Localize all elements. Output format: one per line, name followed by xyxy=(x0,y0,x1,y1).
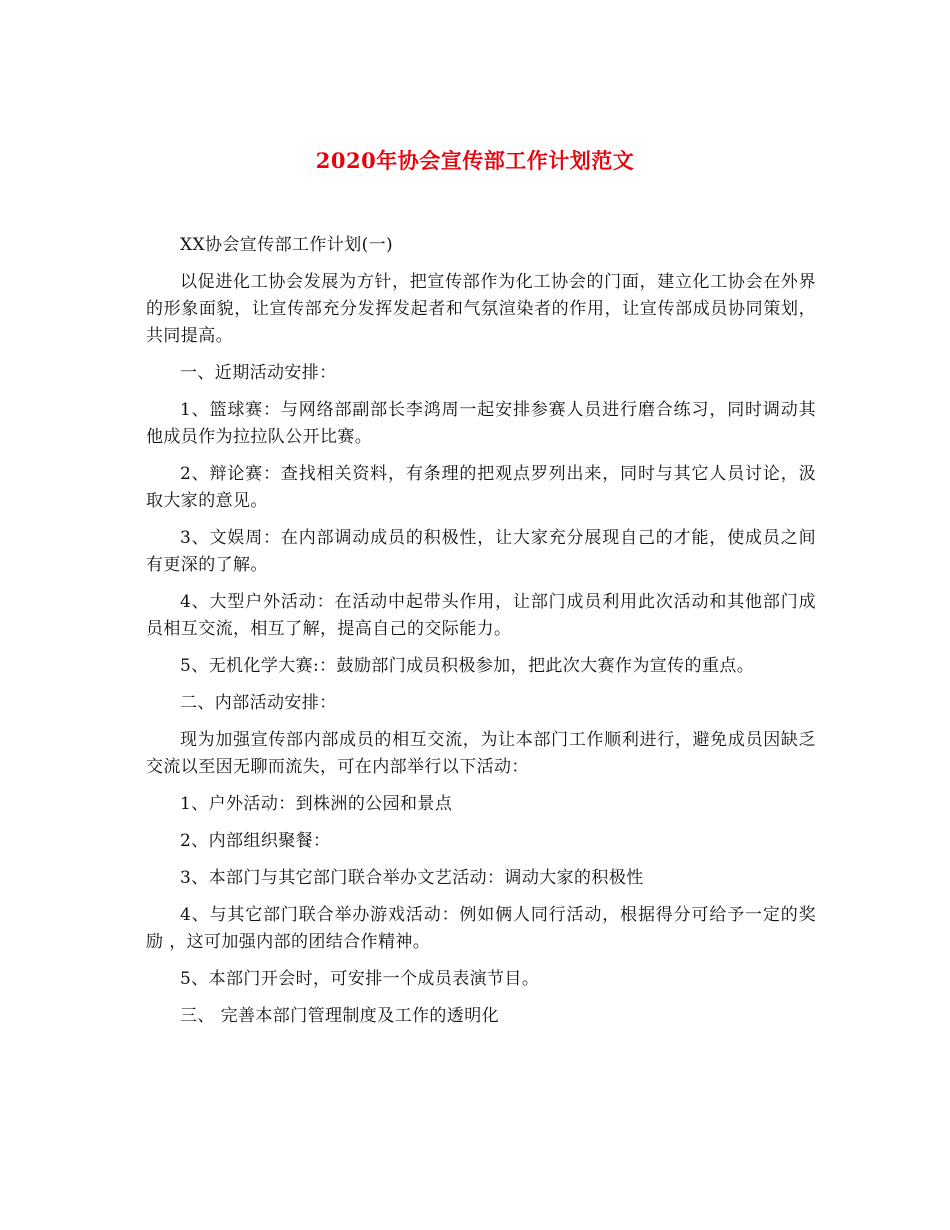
list-item-outdoor-event: 4、大型户外活动：在活动中起带头作用，让部门成员利用此次活动和其他部门成员相互交流，相互了解，提高自己的交际能力。 xyxy=(146,592,816,639)
list-item-arts-event: 3、本部门与其它部门联合举办文艺活动：调动大家的积极性 xyxy=(180,868,644,888)
list-item-debate: 2、辩论赛：查找相关资料，有条理的把观点罗列出来，同时与其它人员讨论，汲取大家的意见。 xyxy=(146,464,816,511)
list-item-outdoor-trip: 1、户外活动：到株洲的公园和景点 xyxy=(180,794,453,814)
plan-heading: XX协会宣传部工作计划(一) xyxy=(180,235,394,255)
list-item-dinner: 2、内部组织聚餐： xyxy=(180,831,331,851)
internal-intro-paragraph: 现为加强宣传部内部成员的相互交流，为让本部门工作顺利进行，避免成员因缺乏交流以至因无聊而流失，可在内部举行以下活动： xyxy=(146,730,816,777)
list-item-meeting-performance: 5、本部门开会时，可安排一个成员表演节目。 xyxy=(180,969,540,989)
list-item-entertainment-week: 3、文娱周：在内部调动成员的积极性，让大家充分展现自己的才能，使成员之间有更深的了解。 xyxy=(146,528,816,575)
section-heading-recent-activities: 一、近期活动安排： xyxy=(180,363,337,383)
intro-paragraph: 以促进化工协会发展为方针，把宣传部作为化工协会的门面，建立化工协会在外界的形象面貌，让宣传部充分发挥发起者和气氛渲染者的作用，让宣传部成员协同策划，共同提高。 xyxy=(146,272,816,346)
section-heading-internal-activities: 二、内部活动安排： xyxy=(180,693,337,713)
list-item-basketball: 1、篮球赛：与网络部副部长李鸿周一起安排参赛人员进行磨合练习，同时调动其他成员作为拉拉队公开比赛。 xyxy=(146,400,816,447)
section-heading-management: 三、 完善本部门管理制度及工作的透明化 xyxy=(180,1006,500,1026)
list-item-game-event: 4、与其它部门联合举办游戏活动：例如俩人同行活动，根据得分可给予一定的奖励 ，这可加强内部的团结合作精神。 xyxy=(146,905,816,952)
document-title: 2020年协会宣传部工作计划范文 xyxy=(315,148,635,173)
document-body xyxy=(146,232,816,1040)
list-item-chemistry-contest: 5、无机化学大赛:：鼓励部门成员积极参加，把此次大赛作为宣传的重点。 xyxy=(180,656,755,676)
